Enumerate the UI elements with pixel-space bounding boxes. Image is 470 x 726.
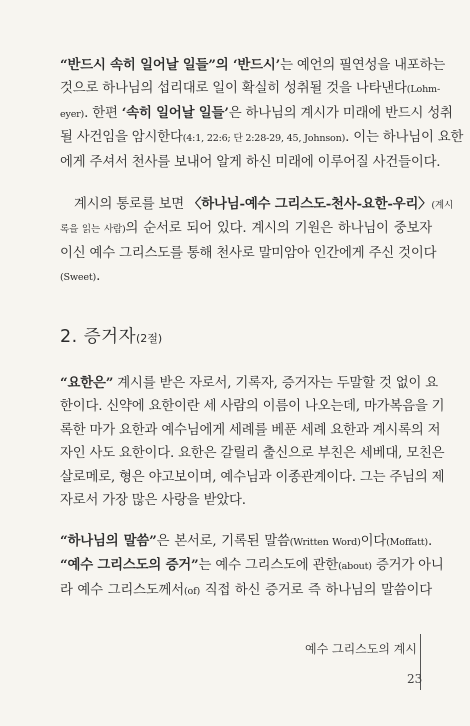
text-line: eyer). 한편 ‘속히 일어날 일들’은 하나님의 계시가 미래에 반드시 성취 xyxy=(60,104,453,121)
text-line: 록을 읽는 사람)의 순서로 되어 있다. 계시의 기원은 하나님이 중보자 xyxy=(60,221,432,237)
paragraph-2 xyxy=(60,193,454,290)
page-number: 23 xyxy=(407,672,423,686)
section-heading: 2. 증거자(2절) xyxy=(60,327,163,347)
text-line: 에게 주셔서 천사를 보내어 알게 하신 미래에 이루어질 사건들이다. xyxy=(60,154,441,170)
running-footer-title: 예수 그리스도의 계시 xyxy=(305,642,417,656)
text-line: 계시의 통로를 보면 〈하나님-예수 그리스도-천사-요한-우리〉(계시 xyxy=(74,196,454,212)
text-line: (Sweet). xyxy=(60,269,101,285)
text-line: 록한 마가 요한과 예수님에게 세례를 베푼 세례 요한과 계시록의 저 xyxy=(60,422,441,438)
text-line: “요한은” 계시를 받은 자로서, 기록자, 증거자는 두말할 것 없이 요 xyxy=(60,375,439,391)
text-line: “예수 그리스도의 증거”는 예수 그리스도에 관한(about) 증거가 아니 xyxy=(60,557,444,574)
text-line: 자로서 가장 많은 사랑을 받았다. xyxy=(60,493,246,509)
text-line: “반드시 속히 일어날 일들”의 ‘반드시’는 예언의 필연성을 내포하는 xyxy=(60,57,446,73)
text-line: “하나님의 말씀”은 본서로, 기록된 말씀(Written Word)이다(Moffatt). xyxy=(60,533,432,549)
text-line: 살로메로, 형은 야고보이며, 예수님과 이종관계이다. 그는 주님의 제 xyxy=(60,469,445,485)
text-line: 라 예수 그리스도께서(of) 직접 하신 증거로 즉 하나님의 말씀이다 xyxy=(60,582,432,598)
paragraph-3 xyxy=(60,372,445,512)
text-line: 것으로 하나님의 섭리대로 일이 확실히 성취될 것을 나타낸다(Lohm- xyxy=(60,81,440,97)
text-line: 한이다. 신약에 요한이란 세 사람의 이름이 나오는데, 마가복음을 기 xyxy=(60,399,445,415)
text-line: 자인 사도 요한이다. 요한은 갈릴리 출신으로 부친은 세베대, 모친은 xyxy=(60,446,445,462)
text-line: 될 사건임을 암시한다(4:1, 22:6; 단 2:28-29, 45, Johnson). 이는 하나님이 요한 xyxy=(60,130,464,146)
text-line: 이신 예수 그리스도를 통해 천사로 말미암아 인간에게 주신 것이다 xyxy=(60,245,437,261)
paragraph-1 xyxy=(60,54,464,174)
paragraph-4 xyxy=(60,530,444,603)
